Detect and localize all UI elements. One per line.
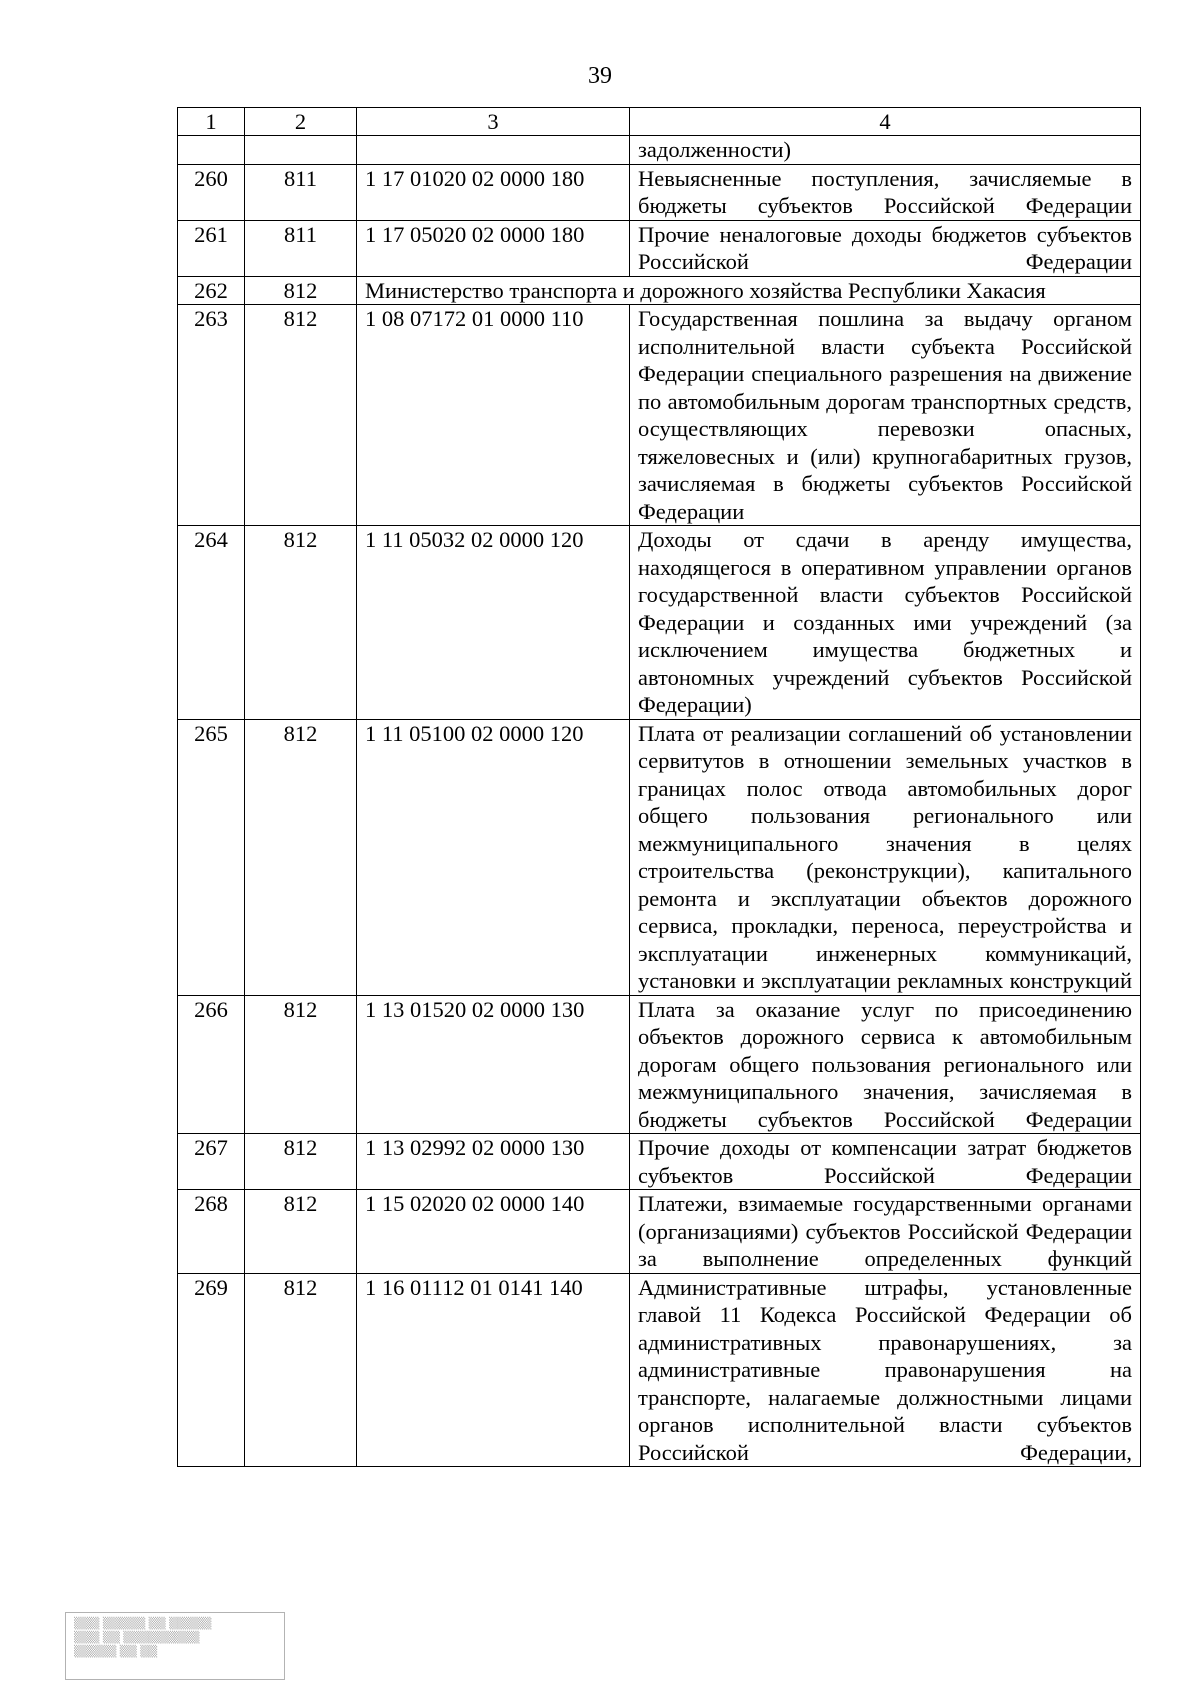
page-number: 39 xyxy=(588,63,612,89)
description: Невыясненные поступления, зачисляемые в бюджеты субъектов Российской Федерации xyxy=(630,164,1141,220)
budget-code: 1 08 07172 01 0000 110 xyxy=(357,305,630,526)
continuation-empty-3 xyxy=(357,136,630,165)
table-row xyxy=(178,220,1141,276)
admin-code: 812 xyxy=(245,276,357,305)
continuation-text: задолженности) xyxy=(630,136,1141,165)
table-row-section xyxy=(178,276,1141,305)
row-number: 261 xyxy=(178,220,245,276)
description: Прочие неналоговые доходы бюджетов субъектов Российской Федерации xyxy=(630,220,1141,276)
stamp-line: ▒▒▒▒▒ ▒▒ ▒▒ xyxy=(74,1645,158,1658)
row-number: 266 xyxy=(178,995,245,1134)
description: Государственная пошлина за выдачу органом исполнительной власти субъекта Российской Федерации специального разрешения на движение по автомобильным дорогам транспортных средств, осуществляющих перевозки опасных, тяжеловесных и (или) крупногабаритных грузов, зачисляемая в бюджеты субъектов Российской Федерации xyxy=(630,305,1141,526)
admin-code: 812 xyxy=(245,995,357,1134)
row-number: 263 xyxy=(178,305,245,526)
budget-code: 1 11 05032 02 0000 120 xyxy=(357,526,630,720)
admin-code: 812 xyxy=(245,1134,357,1190)
admin-code: 811 xyxy=(245,220,357,276)
row-number: 265 xyxy=(178,719,245,995)
admin-code: 812 xyxy=(245,1190,357,1274)
table-row xyxy=(178,1273,1141,1467)
budget-code: 1 13 01520 02 0000 130 xyxy=(357,995,630,1134)
description: Плата от реализации соглашений об установлении сервитутов в отношении земельных участков в границах полос отвода автомобильных дорог общего пользования регионального или межмуниципального значения в целях строительства (реконструкции), капитального ремонта и эксплуатации объектов дорожного сервиса, прокладки, переноса, переустройства и эксплуатации инженерных коммуникаций, установки и эксплуатации рекламных конструкций xyxy=(630,719,1141,995)
faint-stamp xyxy=(65,1612,285,1680)
continuation-empty-2 xyxy=(245,136,357,165)
table-row xyxy=(178,1134,1141,1190)
revenue-classification-table xyxy=(177,107,1141,1467)
stamp-line: ▒▒▒ ▒▒ ▒▒▒▒▒▒▒▒▒ xyxy=(74,1631,200,1644)
budget-code: 1 17 05020 02 0000 180 xyxy=(357,220,630,276)
row-number: 264 xyxy=(178,526,245,720)
description: Административные штрафы, установленные главой 11 Кодекса Российской Федерации об административных правонарушениях, за административные правонарушения на транспорте, налагаемые должностными лицами органов исполнительной власти субъектов Российской Федерации, xyxy=(630,1273,1141,1467)
stamp-line: ▒▒▒ ▒▒▒▒▒ ▒▒ ▒▒▒▒▒ xyxy=(74,1617,212,1630)
table-row xyxy=(178,526,1141,720)
admin-code: 811 xyxy=(245,164,357,220)
row-number: 267 xyxy=(178,1134,245,1190)
header-col-1: 1 xyxy=(178,108,245,136)
budget-code: 1 13 02992 02 0000 130 xyxy=(357,1134,630,1190)
section-title: Министерство транспорта и дорожного хозяйства Республики Хакасия xyxy=(357,276,1141,305)
budget-code: 1 11 05100 02 0000 120 xyxy=(357,719,630,995)
row-number: 260 xyxy=(178,164,245,220)
table-row xyxy=(178,305,1141,526)
continuation-row xyxy=(178,136,1141,165)
table-row xyxy=(178,995,1141,1134)
header-col-4: 4 xyxy=(630,108,1141,136)
continuation-empty-1 xyxy=(178,136,245,165)
row-number: 269 xyxy=(178,1273,245,1467)
admin-code: 812 xyxy=(245,719,357,995)
table-row xyxy=(178,1190,1141,1274)
budget-code: 1 16 01112 01 0141 140 xyxy=(357,1273,630,1467)
header-col-2: 2 xyxy=(245,108,357,136)
row-number: 268 xyxy=(178,1190,245,1274)
table-row xyxy=(178,719,1141,995)
description: Платежи, взимаемые государственными органами (организациями) субъектов Российской Федерации за выполнение определенных функций xyxy=(630,1190,1141,1274)
admin-code: 812 xyxy=(245,305,357,526)
budget-code: 1 17 01020 02 0000 180 xyxy=(357,164,630,220)
description: Плата за оказание услуг по присоединению объектов дорожного сервиса к автомобильным дорогам общего пользования регионального или межмуниципального значения, зачисляемая в бюджеты субъектов Российской Федерации xyxy=(630,995,1141,1134)
budget-code: 1 15 02020 02 0000 140 xyxy=(357,1190,630,1274)
admin-code: 812 xyxy=(245,526,357,720)
description: Доходы от сдачи в аренду имущества, находящегося в оперативном управлении органов государственной власти субъектов Российской Федерации и созданных ими учреждений (за исключением имущества бюджетных и автономных учреждений субъектов Российской Федерации) xyxy=(630,526,1141,720)
header-row xyxy=(178,108,1141,136)
table-row xyxy=(178,164,1141,220)
row-number: 262 xyxy=(178,276,245,305)
header-col-3: 3 xyxy=(357,108,630,136)
description: Прочие доходы от компенсации затрат бюджетов субъектов Российской Федерации xyxy=(630,1134,1141,1190)
admin-code: 812 xyxy=(245,1273,357,1467)
